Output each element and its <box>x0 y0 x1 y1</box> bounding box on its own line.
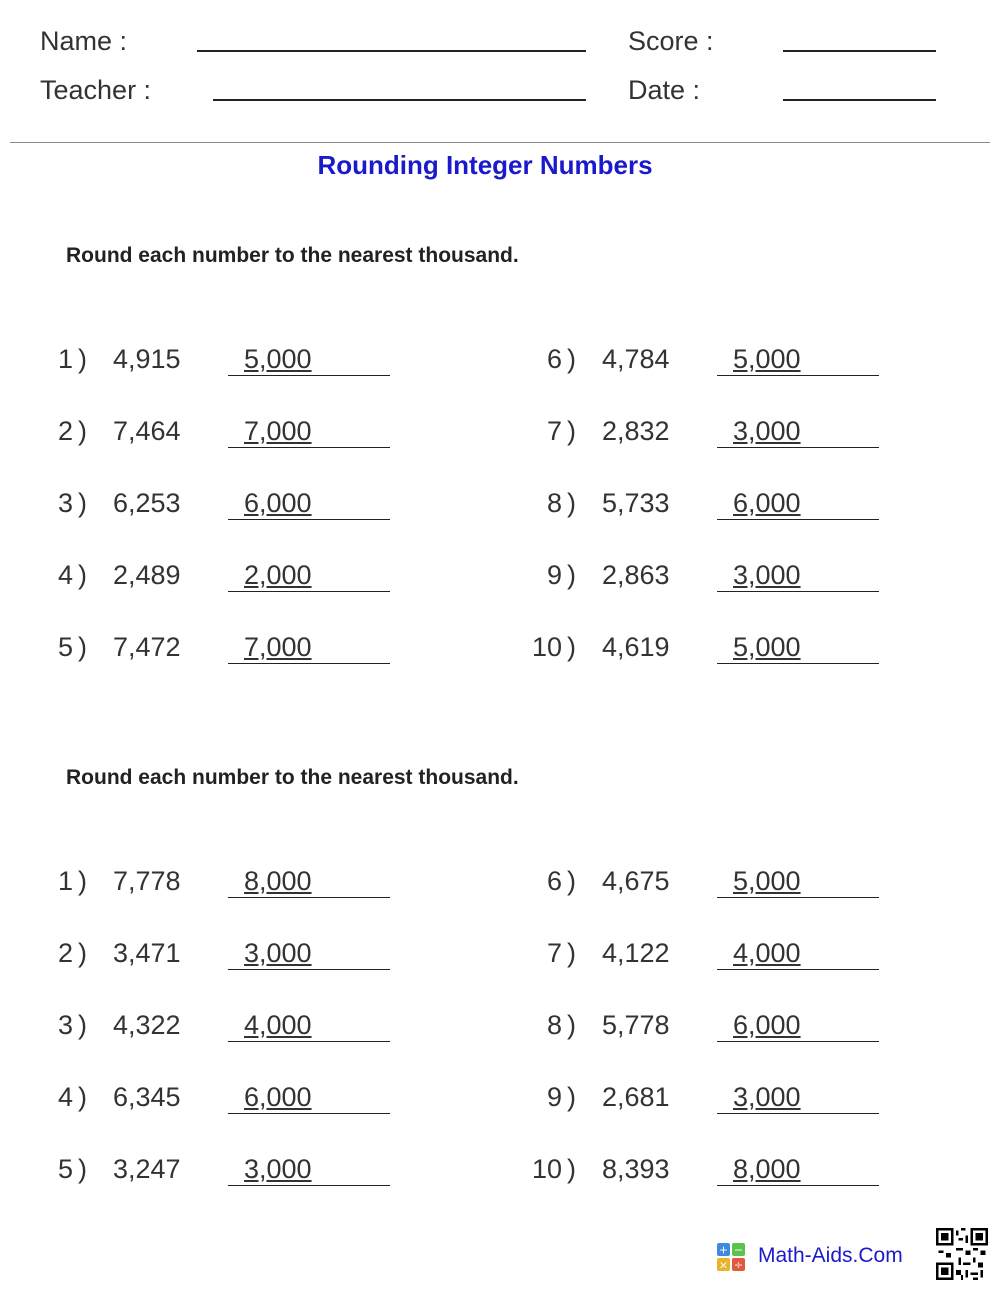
answer-value: 5,000 <box>733 632 801 662</box>
problem-paren: ) <box>78 866 87 896</box>
problem-number: 3 <box>57 1010 73 1040</box>
problem-number: 9 <box>546 560 562 590</box>
problem-row <box>40 866 400 906</box>
problem-paren: ) <box>567 866 576 896</box>
problem-row <box>40 1082 400 1122</box>
problem-paren: ) <box>567 344 576 374</box>
problem-row <box>518 1154 878 1194</box>
answer-field[interactable] <box>228 1154 390 1186</box>
name-label: Name : <box>40 26 128 56</box>
answer-value: 6,000 <box>733 1010 801 1040</box>
answer-value: 5,000 <box>733 344 801 374</box>
problem-row <box>40 416 400 456</box>
svg-text:−: − <box>733 1243 744 1257</box>
answer-value: 6,000 <box>244 488 312 518</box>
problem-row <box>529 560 889 600</box>
answer-field[interactable] <box>717 488 879 520</box>
problem-paren: ) <box>78 938 87 968</box>
problem-row <box>529 938 889 978</box>
problem-number: 8 <box>546 1010 562 1040</box>
answer-field[interactable] <box>717 1154 879 1186</box>
problem-row <box>529 866 889 906</box>
problem-number: 1 <box>57 344 73 374</box>
problem-paren: ) <box>78 1082 87 1112</box>
answer-value: 7,000 <box>244 632 312 662</box>
answer-field[interactable] <box>228 560 390 592</box>
problem-paren: ) <box>78 1010 87 1040</box>
problem-value: 7,472 <box>113 632 181 662</box>
answer-value: 6,000 <box>733 488 801 518</box>
answer-value: 3,000 <box>244 938 312 968</box>
site-link[interactable]: Math-Aids.Com <box>758 1244 903 1267</box>
answer-field[interactable] <box>228 416 390 448</box>
problem-value: 4,619 <box>602 632 670 662</box>
problem-value: 8,393 <box>602 1154 670 1184</box>
problem-row <box>529 416 889 456</box>
problem-value: 2,681 <box>602 1082 670 1112</box>
page-title: Rounding Integer Numbers <box>317 150 653 180</box>
svg-text:×: × <box>718 1258 729 1272</box>
problem-row <box>40 632 400 672</box>
problem-row <box>40 344 400 384</box>
teacher-label: Teacher : <box>40 75 152 105</box>
problem-row <box>40 560 400 600</box>
answer-field[interactable] <box>228 1010 390 1042</box>
answer-value: 3,000 <box>733 1082 801 1112</box>
answer-value: 3,000 <box>244 1154 312 1184</box>
problem-paren: ) <box>567 1154 576 1184</box>
math-aids-logo-icon <box>716 1242 746 1272</box>
answer-field[interactable] <box>717 1082 879 1114</box>
problem-paren: ) <box>78 488 87 518</box>
problem-row <box>40 1154 400 1194</box>
problem-paren: ) <box>78 560 87 590</box>
answer-field[interactable] <box>717 866 879 898</box>
problem-value: 7,464 <box>113 416 181 446</box>
answer-field[interactable] <box>228 632 390 664</box>
answer-field[interactable] <box>228 938 390 970</box>
problem-value: 4,784 <box>602 344 670 374</box>
qr-code-icon <box>936 1228 988 1280</box>
answer-field[interactable] <box>717 938 879 970</box>
answer-field[interactable] <box>228 866 390 898</box>
svg-text:+: + <box>718 1243 729 1257</box>
problem-value: 4,322 <box>113 1010 181 1040</box>
answer-field[interactable] <box>717 344 879 376</box>
problem-number: 6 <box>546 866 562 896</box>
problem-number: 2 <box>57 938 73 968</box>
date-label: Date : <box>628 75 701 105</box>
score-field[interactable] <box>783 50 936 52</box>
problem-number: 5 <box>57 632 73 662</box>
problem-number: 1 <box>57 866 73 896</box>
problem-value: 2,832 <box>602 416 670 446</box>
problem-row <box>40 1010 400 1050</box>
problem-paren: ) <box>78 1154 87 1184</box>
problem-paren: ) <box>567 1010 576 1040</box>
answer-value: 4,000 <box>733 938 801 968</box>
problem-number: 3 <box>57 488 73 518</box>
problem-number: 6 <box>546 344 562 374</box>
problem-value: 2,489 <box>113 560 181 590</box>
problem-paren: ) <box>78 344 87 374</box>
problem-paren: ) <box>567 488 576 518</box>
problem-row <box>529 1082 889 1122</box>
problem-row <box>529 344 889 384</box>
answer-value: 5,000 <box>244 344 312 374</box>
problem-number: 7 <box>546 938 562 968</box>
problem-value: 3,247 <box>113 1154 181 1184</box>
problem-number: 10 <box>531 632 562 662</box>
problem-number: 8 <box>546 488 562 518</box>
problem-value: 5,778 <box>602 1010 670 1040</box>
answer-field[interactable] <box>228 344 390 376</box>
problem-paren: ) <box>78 632 87 662</box>
problem-value: 4,675 <box>602 866 670 896</box>
answer-field[interactable] <box>717 560 879 592</box>
problem-number: 4 <box>57 1082 73 1112</box>
problem-paren: ) <box>567 938 576 968</box>
header-divider <box>10 142 990 143</box>
problem-number: 4 <box>57 560 73 590</box>
problem-value: 5,733 <box>602 488 670 518</box>
answer-value: 6,000 <box>244 1082 312 1112</box>
problem-number: 2 <box>57 416 73 446</box>
score-label: Score : <box>628 26 714 56</box>
problem-row <box>529 1010 889 1050</box>
problem-row <box>40 488 400 528</box>
section-1-instruction: Round each number to the nearest thousand. <box>66 244 519 267</box>
problem-row <box>40 938 400 978</box>
answer-value: 4,000 <box>244 1010 312 1040</box>
problem-row <box>518 632 878 672</box>
problem-value: 4,915 <box>113 344 181 374</box>
problem-paren: ) <box>78 416 87 446</box>
answer-value: 7,000 <box>244 416 312 446</box>
answer-value: 3,000 <box>733 416 801 446</box>
answer-field[interactable] <box>228 1082 390 1114</box>
problem-number: 7 <box>546 416 562 446</box>
answer-field[interactable] <box>228 488 390 520</box>
problem-paren: ) <box>567 560 576 590</box>
answer-value: 8,000 <box>244 866 312 896</box>
problem-value: 2,863 <box>602 560 670 590</box>
problem-value: 4,122 <box>602 938 670 968</box>
problem-paren: ) <box>567 632 576 662</box>
section-2-instruction: Round each number to the nearest thousand. <box>66 766 519 789</box>
teacher-field[interactable] <box>213 99 586 101</box>
answer-value: 2,000 <box>244 560 312 590</box>
answer-field[interactable] <box>717 1010 879 1042</box>
problem-value: 7,778 <box>113 866 181 896</box>
answer-value: 5,000 <box>733 866 801 896</box>
answer-field[interactable] <box>717 632 879 664</box>
name-field[interactable] <box>197 50 586 52</box>
problem-value: 6,253 <box>113 488 181 518</box>
problem-number: 10 <box>531 1154 562 1184</box>
answer-field[interactable] <box>717 416 879 448</box>
problem-number: 5 <box>57 1154 73 1184</box>
problem-paren: ) <box>567 416 576 446</box>
answer-value: 3,000 <box>733 560 801 590</box>
problem-row <box>529 488 889 528</box>
problem-number: 9 <box>546 1082 562 1112</box>
problem-value: 3,471 <box>113 938 181 968</box>
svg-text:÷: ÷ <box>733 1258 744 1272</box>
answer-value: 8,000 <box>733 1154 801 1184</box>
date-field[interactable] <box>783 99 936 101</box>
problem-value: 6,345 <box>113 1082 181 1112</box>
problem-paren: ) <box>567 1082 576 1112</box>
